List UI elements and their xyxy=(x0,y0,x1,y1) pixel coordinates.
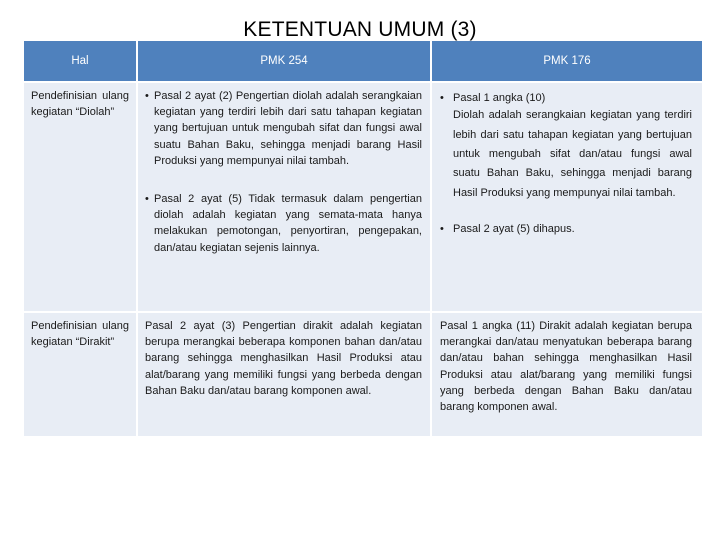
table-cell-hal: Pendefinisian ulang kegiatan “Diolah” xyxy=(31,90,129,119)
list-item xyxy=(440,221,692,237)
table-cell-pmk176: Pasal 1 angka (11) Dirakit adalah kegiatan berupa merangkai dan/atau menyatukan beberapa barang dan/atau bahan sehingga menghasilkan Hasil Produksi atau alat/barang yang memiliki fungsi yang berbeda dengan Bahan Baku dan/atau barang komponen awal. xyxy=(440,320,692,414)
column-header-pmk176: PMK 176 xyxy=(432,41,702,81)
list-item-text: Pasal 2 ayat (2) Pengertian diolah adalah serangkaian kegiatan yang terdiri lebih dari satu tahapan kegiatan yang bertujuan untuk mengubah sifat dan fungsi awal suatu Bahan Baku, sehingga menjadi barang Hasil Produksi yang mempunyai nilai tambah. xyxy=(154,90,422,167)
column-header-hal: Hal xyxy=(24,41,136,81)
table-cell-pmk254: Pasal 2 ayat (3) Pengertian dirakit adalah kegiatan berupa merangkai beberapa komponen bahan dan/atau barang sehingga menghasilkan Hasil Produksi atau alat/barang yang memiliki fungsi yang berbeda dengan Bahan Baku dan/atau barang komponen awal. xyxy=(145,320,422,397)
bullet-icon: • xyxy=(440,223,444,236)
list-item-text: Pasal 2 ayat (5) Tidak termasuk dalam pengertian diolah adalah kegiatan yang semata-mata hanya melakukan pemotongan, penyortiran, pengepakan, dan/atau kegiatan sejenis lainnya. xyxy=(154,193,422,254)
bullet-icon: • xyxy=(145,90,149,102)
list-item xyxy=(145,88,422,169)
table-cell-hal: Pendefinisian ulang kegiatan “Dirakit” xyxy=(31,320,129,349)
list-item-heading: Pasal 1 angka (10) xyxy=(453,92,546,104)
table-cell-pmk254 xyxy=(145,88,422,256)
column-header-pmk254: PMK 254 xyxy=(138,41,430,81)
list-item-text: Diolah adalah serangkaian kegiatan yang terdiri lebih dari satu tahapan kegiatan yang bertujuan untuk mengubah sifat dan/atau fungsi awal suatu Bahan Baku, sehingga menjadi barang Hasil Produksi yang mempunyai nilai tambah. xyxy=(453,109,692,199)
list-item-heading: Pasal 2 ayat (5) dihapus. xyxy=(453,223,575,236)
list-item xyxy=(440,90,692,106)
table-cell-pmk176 xyxy=(440,90,692,237)
bullet-icon: • xyxy=(145,193,149,206)
page-title: KETENTUAN UMUM (3) xyxy=(243,18,477,41)
list-item xyxy=(145,191,422,256)
bullet-icon: • xyxy=(440,92,444,104)
